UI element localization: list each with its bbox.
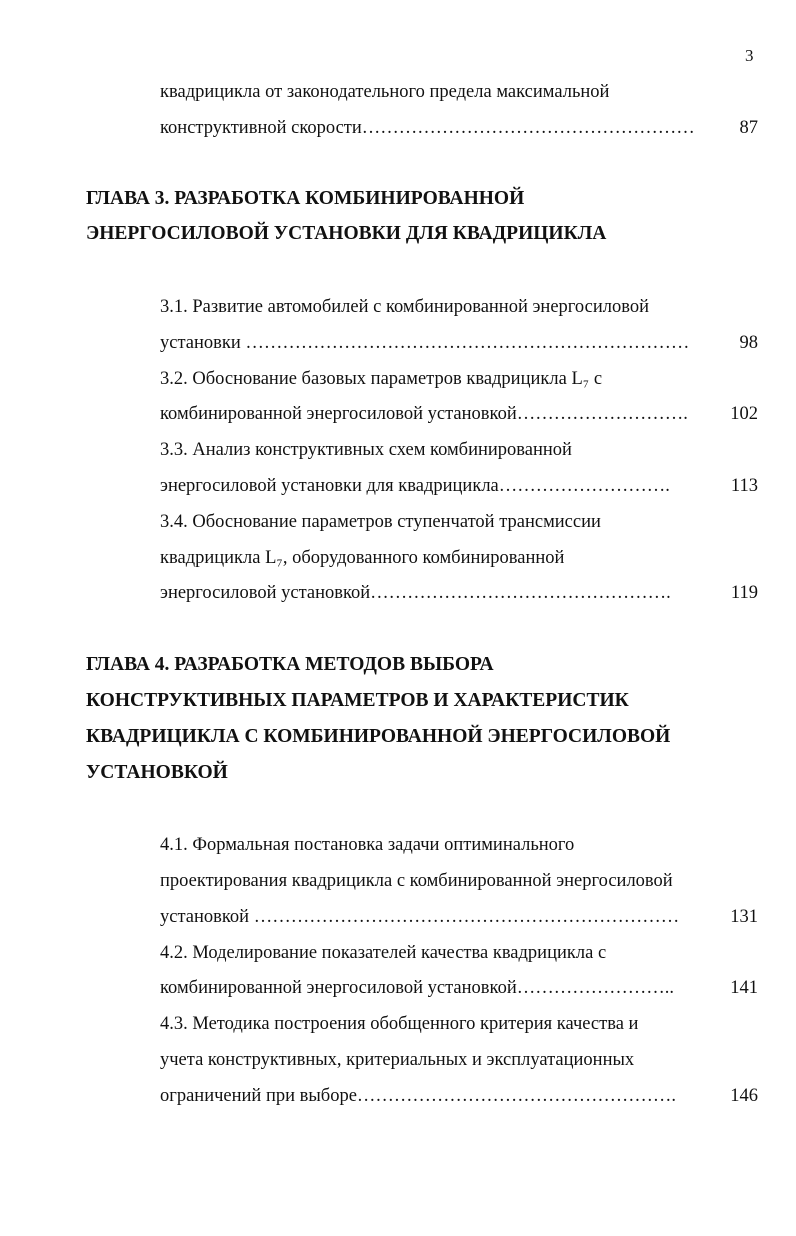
chapter4-heading-line2: КОНСТРУКТИВНЫХ ПАРАМЕТРОВ И ХАРАКТЕРИСТИК — [86, 690, 629, 711]
chapter4-heading-line3: КВАДРИЦИКЛА С КОМБИНИРОВАННОЙ ЭНЕРГОСИЛОВОЙ — [86, 726, 671, 747]
toc-entry-4-2-page: 141 — [730, 978, 758, 998]
page-number: 3 — [745, 46, 754, 65]
toc-entry-4-3-page: 146 — [730, 1086, 758, 1106]
toc-entry-4-1-text: установкой …………………………………………………………… — [160, 907, 680, 927]
toc-entry-3-4-text: энергосиловой установкой…………………………………………. — [160, 583, 671, 603]
toc-entry-4-1-line2: проектирования квадрицикла с комбинированной энергосиловой — [160, 871, 673, 891]
toc-entry-3-4-line2: квадрицикла L₇, оборудованного комбинированной — [160, 548, 565, 568]
toc-entry-4-1-page: 131 — [730, 907, 758, 927]
toc-entry-4-3-line1: 4.3. Методика построения обобщенного критерия качества и — [160, 1014, 639, 1034]
chapter3-heading-line1: ГЛАВА 3. РАЗРАБОТКА КОМБИНИРОВАННОЙ — [86, 188, 525, 209]
toc-entry-4-1-line1: 4.1. Формальная постановка задачи оптиминального — [160, 835, 575, 855]
chapter4-heading-line4: УСТАНОВКОЙ — [86, 762, 228, 783]
toc-entry-4-3-text: ограничений при выборе……………………………………………. — [160, 1086, 677, 1106]
toc-entry-4-2-line1: 4.2. Моделирование показателей качества квадрицикла с — [160, 943, 607, 963]
intro-entry-line1: квадрицикла от законодательного предела максимальной — [160, 82, 610, 102]
intro-entry-text: конструктивной скорости……………………………………………… — [160, 118, 695, 138]
chapter3-heading-line2: ЭНЕРГОСИЛОВОЙ УСТАНОВКИ ДЛЯ КВАДРИЦИКЛА — [86, 223, 607, 244]
toc-entry-4-2-text: комбинированной энергосиловой установкой…………………….. — [160, 978, 674, 998]
intro-entry-page: 87 — [739, 118, 758, 138]
toc-entry-3-3-page: 113 — [730, 476, 758, 496]
toc-entry-3-2-text: комбинированной энергосиловой установкой………………………. — [160, 404, 688, 424]
toc-entry-3-3-text: энергосиловой установки для квадрицикла………………………. — [160, 476, 670, 496]
toc-entry-3-1-line1: 3.1. Развитие автомобилей с комбинированной энергосиловой — [160, 297, 649, 317]
toc-entry-3-1-text: установки ……………………………………………………………… — [160, 333, 690, 353]
toc-entry-3-2-line1: 3.2. Обоснование базовых параметров квадрицикла L₇ с — [160, 369, 603, 389]
toc-entry-3-4-line1: 3.4. Обоснование параметров ступенчатой трансмиссии — [160, 512, 601, 532]
toc-entry-3-4-page: 119 — [730, 583, 758, 603]
chapter4-heading-line1: ГЛАВА 4. РАЗРАБОТКА МЕТОДОВ ВЫБОРА — [86, 654, 494, 675]
toc-entry-4-3-line2: учета конструктивных, критериальных и эксплуатационных — [160, 1050, 635, 1070]
toc-entry-3-3-line1: 3.3. Анализ конструктивных схем комбинированной — [160, 440, 572, 460]
toc-entry-3-1-page: 98 — [739, 333, 758, 353]
toc-entry-3-2-page: 102 — [730, 404, 758, 424]
